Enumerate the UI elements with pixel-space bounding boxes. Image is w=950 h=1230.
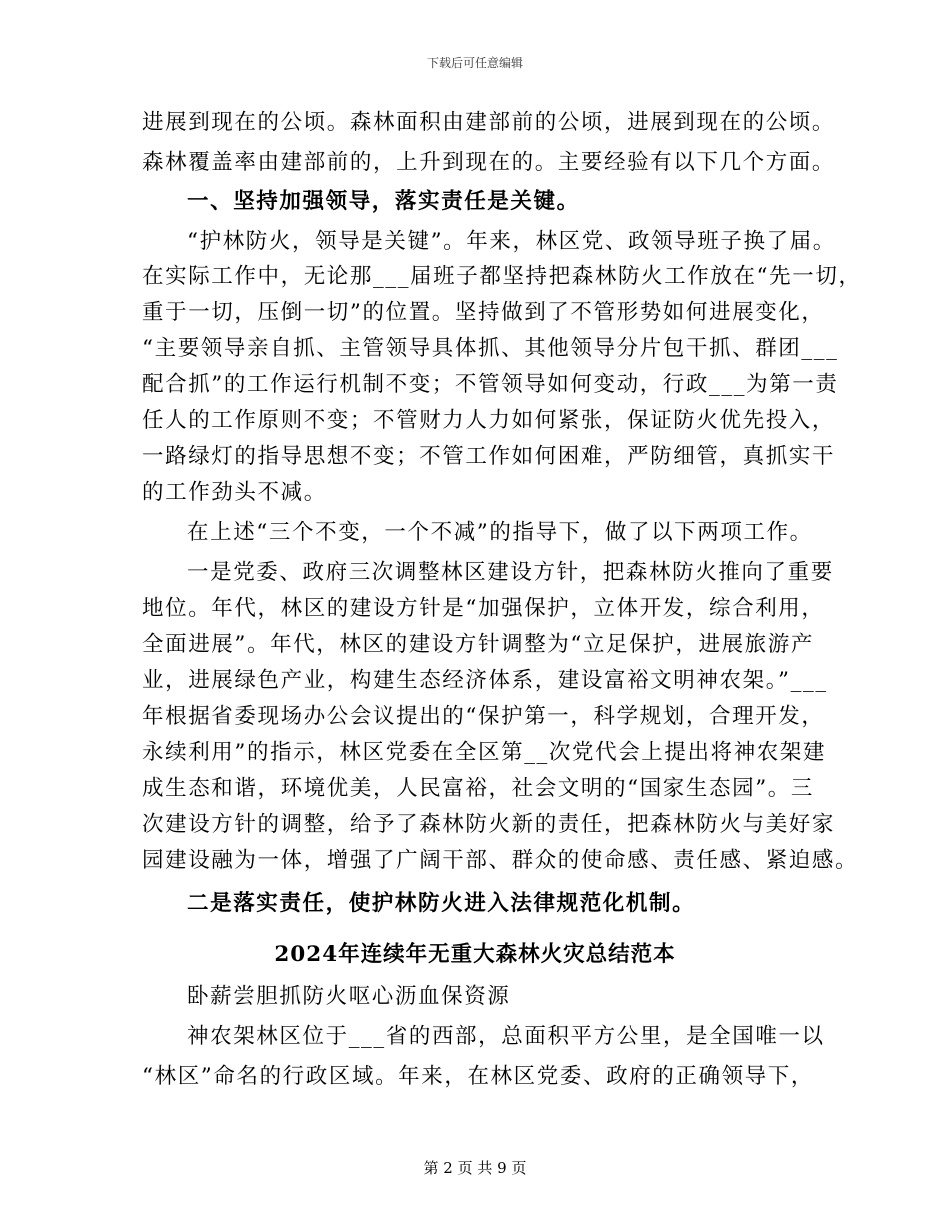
section-heading: 二是落实责任，使护林防火进入法律规范化机制。 — [187, 891, 696, 916]
body-line: “林区”命名的行政区域。年来，在林区党委、政府的正确领导下， — [142, 1064, 814, 1089]
body-line: 神农架林区位于___省的西部，总面积平方公里，是全国唯一以 — [187, 1024, 825, 1049]
body-line: 进展到现在的公顷。森林面积由建部前的公顷，进展到现在的公顷。 — [142, 110, 836, 135]
body-line: “护林防火，领导是关键”。年来，林区党、政领导班子换了届。 — [187, 229, 836, 254]
body-line: 任人的工作原则不变；不管财力人力如何紧张，保证防火优先投入， — [142, 408, 836, 433]
body-line: 一是党委、政府三次调整林区建设方针，把森林防火推向了重要 — [187, 560, 834, 585]
body-line: 的工作劲头不减。 — [142, 480, 327, 505]
body-line: 业，进展绿色产业，构建生态经济体系，建设富裕文明神农架。”___ — [142, 668, 828, 693]
body-line: “主要领导亲自抓、主管领导具体抓、其他领导分片包干抓、群团___ — [142, 336, 839, 361]
body-line: 森林覆盖率由建部前的，上升到现在的。主要经验有以下几个方面。 — [142, 150, 836, 175]
section-heading: 一、坚持加强领导，落实责任是关键。 — [187, 189, 580, 214]
body-line: 在上述“三个不变，一个不减”的指导下，做了以下两项工作。 — [187, 520, 813, 545]
body-line: 全面进展”。年代，林区的建设方针调整为“立足保护，进展旅游产 — [142, 632, 814, 657]
document-title: 2024年连续年无重大森林火灾总结范本 — [274, 942, 676, 967]
body-line: 永续利用”的指示，林区党委在全区第__次党代会上提出将神农架建 — [142, 740, 827, 765]
body-line: 配合抓”的工作运行机制不变；不管领导如何变动，行政___为第一责 — [142, 372, 839, 397]
body-line: 成生态和谐，环境优美，人民富裕，社会文明的“国家生态园”。三 — [142, 776, 814, 801]
body-line: 园建设融为一体，增强了广阔干部、群众的使命感、责任感、紧迫感。 — [142, 848, 859, 873]
body-line: 次建设方针的调整，给予了森林防火新的责任，把森林防火与美好家 — [142, 812, 836, 837]
body-line: 地位。年代，林区的建设方针是“加强保护，立体开发，综合利用， — [142, 596, 825, 621]
body-line: 一路绿灯的指导思想不变；不管工作如何困难，严防细管，真抓实干 — [142, 444, 836, 469]
page-header: 下载后可任意编辑 — [426, 56, 523, 70]
subtitle-line: 卧薪尝胆抓防火呕心沥血保资源 — [187, 984, 511, 1009]
body-line: 重于一切，压倒一切”的位置。坚持做到了不管形势如何进展变化， — [142, 300, 825, 325]
body-line: 年根据省委现场办公会议提出的“保护第一，科学规划，合理开发， — [142, 704, 825, 729]
page-footer: 第 2 页 共 9 页 — [423, 1159, 527, 1177]
body-line: 在实际工作中，无论那___届班子都坚持把森林防火工作放在“先一切， — [142, 264, 862, 289]
